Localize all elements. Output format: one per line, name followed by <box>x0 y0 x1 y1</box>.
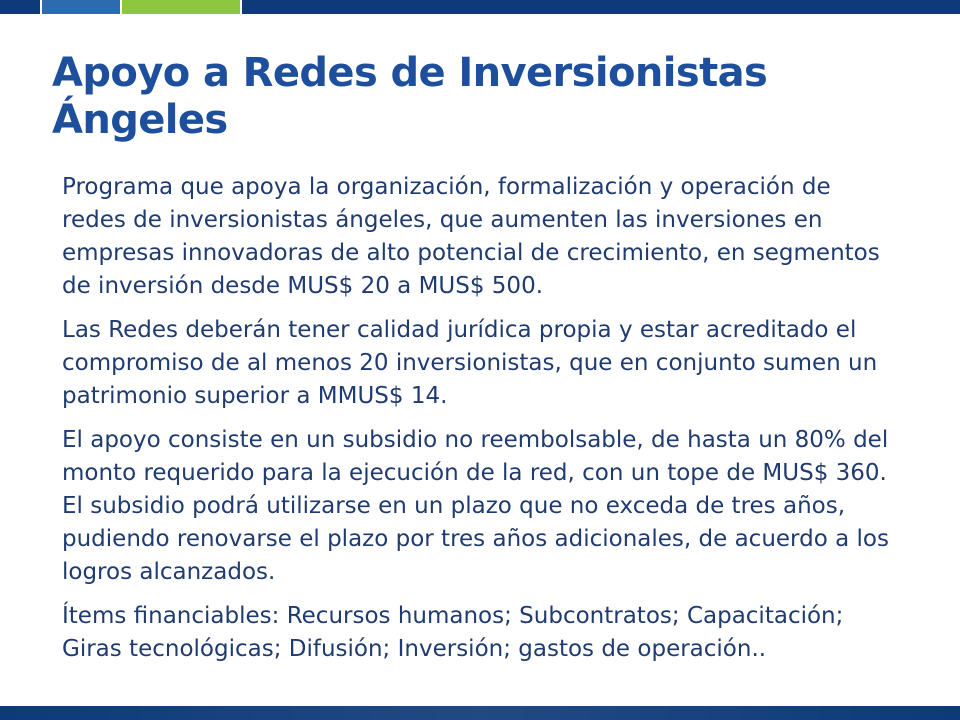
paragraph-line: pudiendo renovarse el plazo por tres años adicionales, de acuerdo a los <box>62 526 889 552</box>
paragraph-line: Las Redes deberán tener calidad jurídica propia y estar acreditado el <box>62 317 857 343</box>
accent-segment-green <box>122 0 240 14</box>
body-paragraph <box>62 424 942 589</box>
accent-segment-navy-left <box>0 0 40 14</box>
paragraph-line: monto requerido para la ejecución de la red, con un tope de MUS$ 360. <box>62 460 887 486</box>
bottom-accent-bar <box>0 706 960 720</box>
paragraph-line: Giras tecnológicas; Difusión; Inversión; gastos de operación.. <box>62 636 767 662</box>
body-paragraph <box>62 171 942 303</box>
slide-body <box>62 171 942 666</box>
paragraph-line: El subsidio podrá utilizarse en un plazo que no exceda de tres años, <box>62 493 846 519</box>
paragraph-line: empresas innovadoras de alto potencial de crecimiento, en segmentos <box>62 240 880 266</box>
paragraph-line: de inversión desde MUS$ 20 a MUS$ 500. <box>62 273 544 299</box>
body-paragraph <box>62 314 942 413</box>
paragraph-line: redes de inversionistas ángeles, que aumenten las inversiones en <box>62 207 823 233</box>
paragraph-line: El apoyo consiste en un subsidio no reembolsable, de hasta un 80% del <box>62 427 889 453</box>
paragraph-line: logros alcanzados. <box>62 559 276 585</box>
paragraph-line: compromiso de al menos 20 inversionistas, que en conjunto sumen un <box>62 350 878 376</box>
paragraph-line: patrimonio superior a MMUS$ 14. <box>62 383 448 409</box>
accent-segment-blue <box>42 0 120 14</box>
top-accent-bar <box>0 0 960 14</box>
accent-segment-navy-right <box>242 0 960 14</box>
paragraph-line: Programa que apoya la organización, formalización y operación de <box>62 174 831 200</box>
title-line: Ángeles <box>52 97 228 143</box>
title-line: Apoyo a Redes de Inversionistas <box>52 50 768 96</box>
slide-title <box>52 50 767 144</box>
paragraph-line: Ítems financiables: Recursos humanos; Subcontratos; Capacitación; <box>62 603 844 629</box>
body-paragraph <box>62 600 942 666</box>
